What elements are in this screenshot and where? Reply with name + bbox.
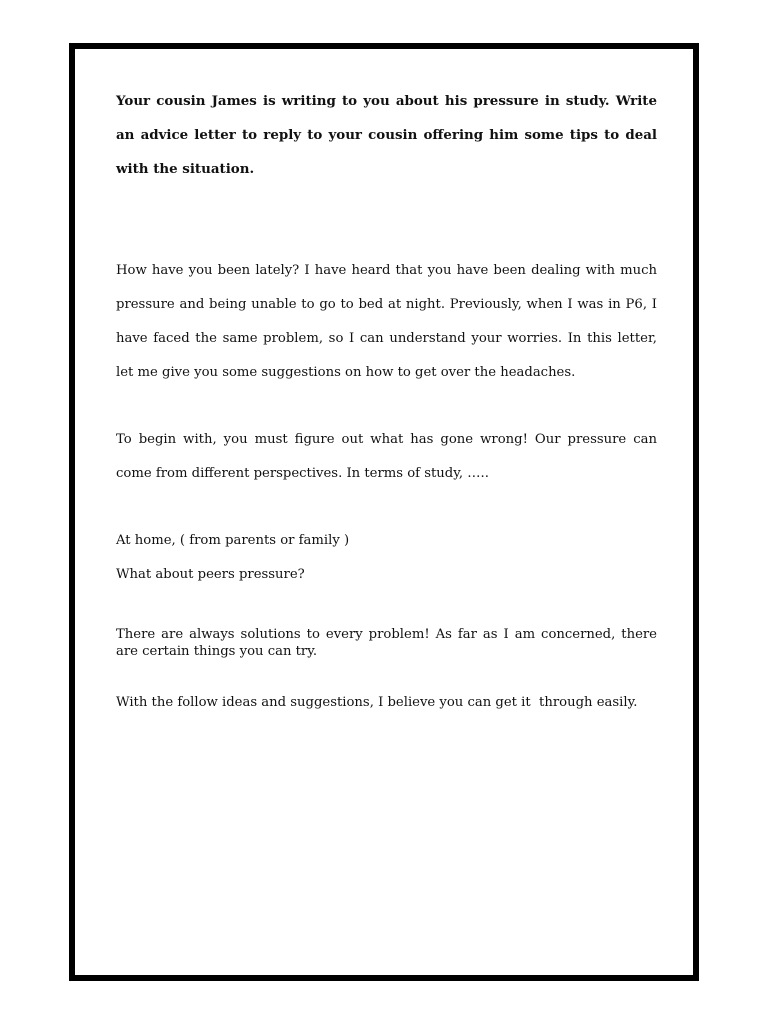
spacer bbox=[116, 660, 657, 694]
writing-prompt: Your cousin James is writing to you about his pressure in study. Write an advice letter to reply to your cousin offering him some tips to deal with the situation. bbox=[116, 93, 657, 177]
paragraph-closing: With the follow ideas and suggestions, I believe you can get it through easily. bbox=[116, 695, 638, 710]
paragraph-solutions: There are always solutions to every problem! As far as I am concerned, there are certain things you can try. bbox=[116, 627, 657, 659]
line-peers: What about peers pressure? bbox=[116, 567, 305, 582]
paragraph-greeting: How have you been lately? I have heard that you have been dealing with much pressure and being unable to go to bed at night. Previously, when I was in P6, I have faced the same problem, so I can understand your worries. In this letter, let me give you some suggestions on how to get over the headaches. bbox=[116, 263, 657, 380]
line-home: At home, ( from parents or family ) bbox=[116, 533, 350, 548]
spacer bbox=[116, 592, 657, 626]
letter-content bbox=[116, 84, 657, 711]
spacer bbox=[116, 186, 657, 254]
spacer bbox=[116, 390, 657, 423]
paragraph-begin: To begin with, you must figure out what has gone wrong! Our pressure can come from different perspectives. In terms of study, ….. bbox=[116, 432, 657, 481]
page-border bbox=[69, 43, 699, 981]
spacer bbox=[116, 491, 657, 524]
